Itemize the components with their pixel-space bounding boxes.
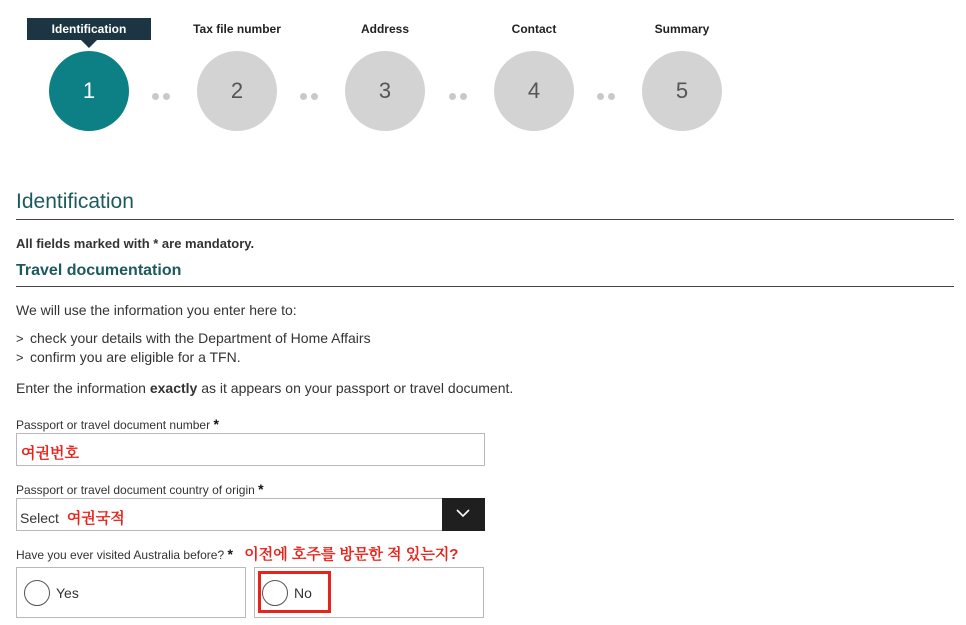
step-connector-dots <box>449 87 479 95</box>
instruction-prefix: Enter the information <box>16 380 150 396</box>
passport-number-label <box>16 416 219 432</box>
section-divider <box>16 286 954 287</box>
progress-stepper <box>0 0 966 140</box>
step-circle-4[interactable]: 4 <box>494 51 574 131</box>
passport-number-annotation: 여권번호 <box>21 445 79 462</box>
passport-number-input[interactable] <box>16 433 485 466</box>
section-title: Travel documentation <box>16 262 182 279</box>
radio-label-yes: Yes <box>56 585 79 601</box>
bullet-text: confirm you are eligible for a TFN. <box>30 349 241 365</box>
select-placeholder: Select <box>20 510 59 526</box>
step-label-contact: Contact <box>511 22 557 36</box>
step-label-tax-file-number: Tax file number <box>193 22 281 36</box>
mandatory-note: All fields marked with * are mandatory. <box>16 236 255 251</box>
chevron-right-icon: > <box>16 331 24 346</box>
step-circle-3[interactable]: 3 <box>345 51 425 131</box>
visited-annotation: 이전에 호주를 방문한 적 있는지? <box>244 546 459 563</box>
passport-number-label-text: Passport or travel document number <box>16 418 211 432</box>
visited-label <box>16 543 458 564</box>
step-circle-1[interactable]: 1 <box>49 51 129 131</box>
required-mark: * <box>258 481 264 497</box>
country-label <box>16 481 264 497</box>
bullet-item <box>16 349 241 365</box>
step-connector-dots <box>597 87 627 95</box>
instruction-bold: exactly <box>149 380 198 396</box>
intro-text: We will use the information you enter here to: <box>16 302 297 318</box>
chevron-right-icon: > <box>16 350 24 365</box>
country-label-text: Passport or travel document country of origin <box>16 483 255 497</box>
radio-button-yes[interactable] <box>24 580 50 606</box>
step-connector-dots <box>152 87 182 95</box>
chevron-down-icon <box>456 509 470 518</box>
required-mark: * <box>213 416 219 432</box>
instruction-text <box>16 380 513 396</box>
step-circle-5[interactable]: 5 <box>642 51 722 131</box>
step-connector-dots <box>300 87 330 95</box>
step-circle-2[interactable]: 2 <box>197 51 277 131</box>
radio-option-yes[interactable] <box>16 567 246 618</box>
title-divider <box>16 219 954 220</box>
step-label-summary: Summary <box>654 22 710 36</box>
annotation-highlight-box <box>258 571 331 613</box>
country-select-value <box>20 507 125 528</box>
visited-label-text: Have you ever visited Australia before? <box>16 548 225 562</box>
bullet-item <box>16 330 371 346</box>
country-annotation: 여권국적 <box>66 510 125 527</box>
bullet-text: check your details with the Department of Home Affairs <box>30 330 371 346</box>
country-select[interactable] <box>16 498 485 531</box>
page-title: Identification <box>16 190 134 213</box>
step-label-address: Address <box>360 22 410 36</box>
instruction-suffix: as it appears on your passport or travel document. <box>197 380 514 396</box>
step-label-identification: Identification <box>27 18 151 40</box>
radio-label-no: No <box>294 585 312 601</box>
required-mark: * <box>227 546 233 562</box>
dropdown-button[interactable] <box>442 498 485 531</box>
